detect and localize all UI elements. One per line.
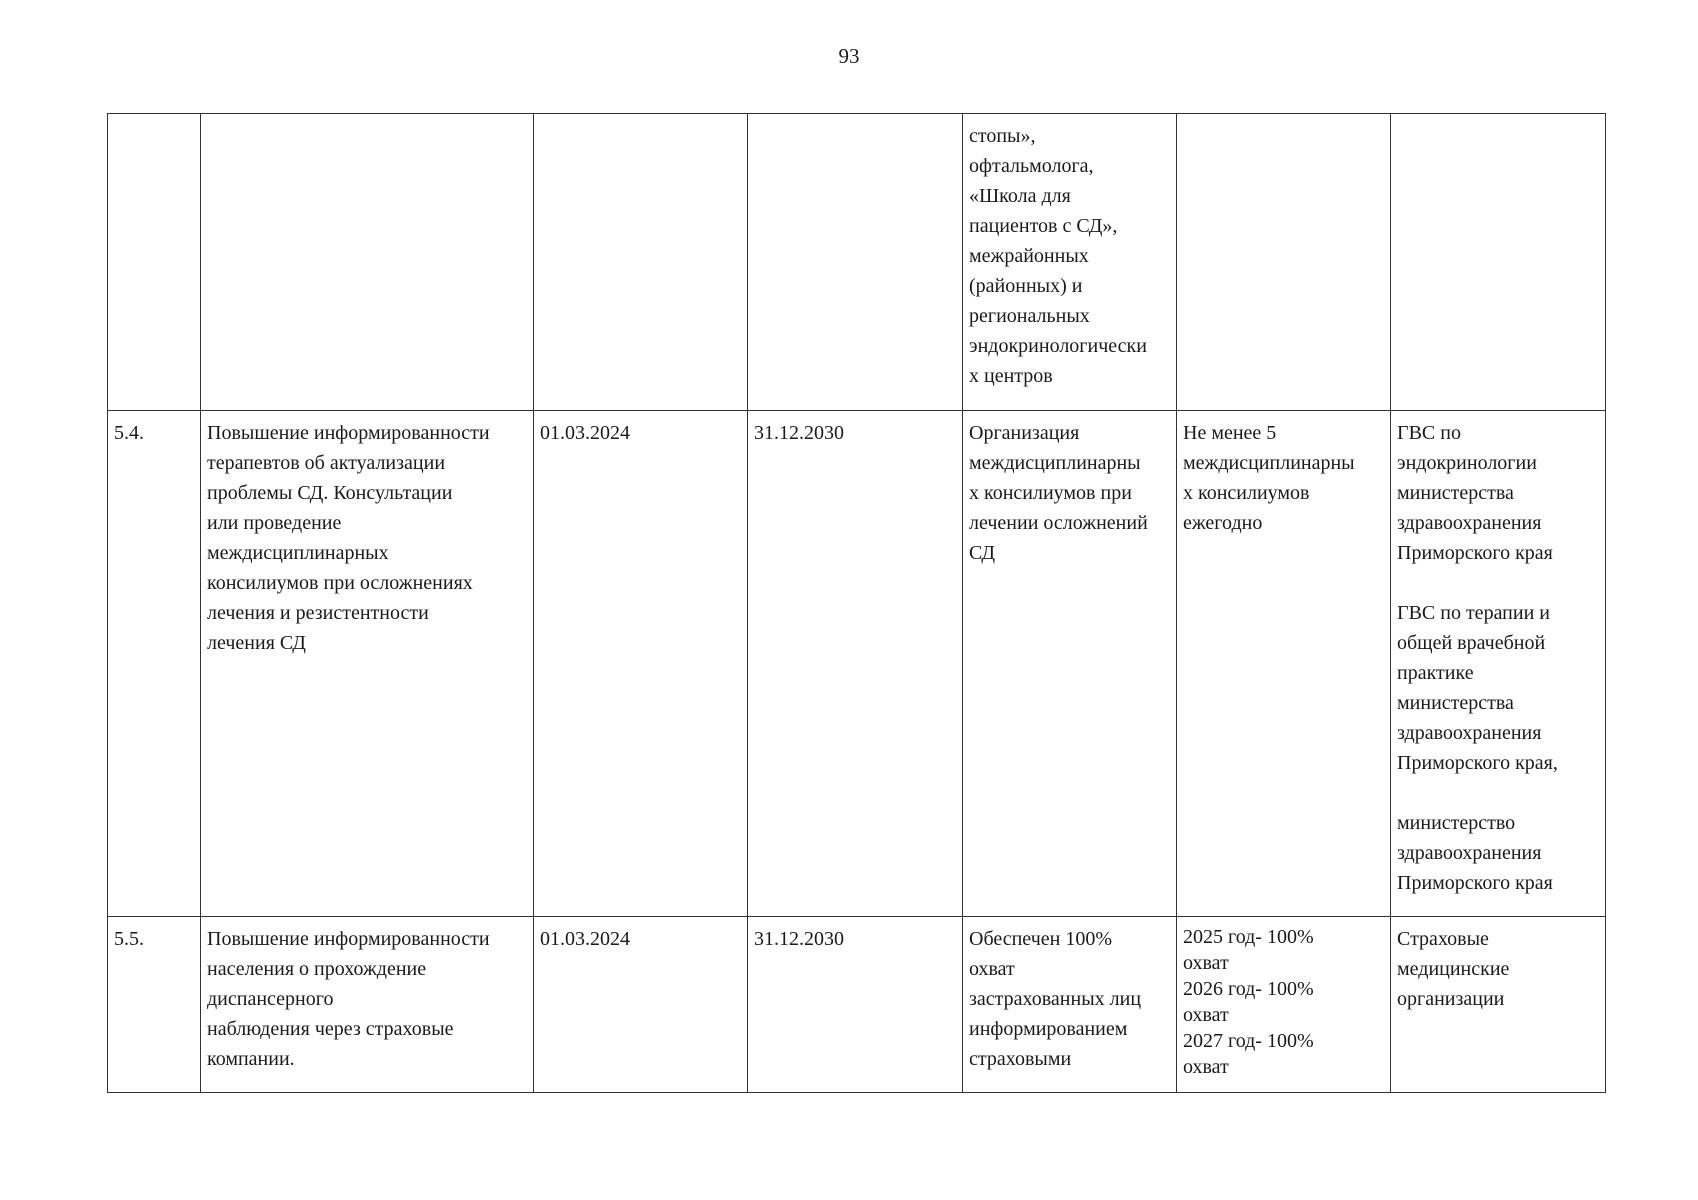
text-line: министерства	[1397, 692, 1514, 714]
cell-result	[963, 917, 1177, 1093]
text-line: информированием	[969, 1018, 1128, 1040]
table-row	[108, 114, 1606, 411]
text-line: здравоохранения	[1397, 512, 1542, 534]
cell-end-date	[748, 411, 963, 917]
text-line: медицинские	[1397, 958, 1510, 980]
end-date: 31.12.2030	[754, 928, 844, 950]
cell-indicator	[1177, 411, 1391, 917]
table-row	[108, 411, 1606, 917]
text-line: лечения СД	[207, 632, 306, 654]
cell-responsible	[1391, 411, 1606, 917]
plan-table	[107, 113, 1606, 1093]
end-date: 31.12.2030	[754, 422, 844, 444]
text-line: 2027 год- 100%	[1183, 1030, 1314, 1052]
cell-end-date	[748, 917, 963, 1093]
text-line: организации	[1397, 988, 1505, 1010]
text-line: охват	[1183, 952, 1229, 974]
paragraph-gap	[1397, 778, 1601, 808]
text-line: междисциплинарны	[1183, 452, 1355, 474]
text-line: лечении осложнений	[969, 512, 1148, 534]
text-line: 2026 год- 100%	[1183, 978, 1314, 1000]
text-line: министерства	[1397, 482, 1514, 504]
text-line: стопы»,	[969, 125, 1036, 147]
text-line: Приморского края,	[1397, 752, 1558, 774]
text-line: Приморского края	[1397, 872, 1553, 894]
text-line: населения о прохождение	[207, 958, 427, 980]
cell-number	[108, 917, 201, 1093]
text-line: здравоохранения	[1397, 842, 1542, 864]
text-line: пациентов с СД»,	[969, 215, 1118, 237]
cell-start-date	[534, 917, 748, 1093]
text-line: (районных) и	[969, 275, 1083, 297]
paragraph-gap	[1397, 568, 1601, 598]
page-number: 93	[838, 44, 860, 68]
text-line: эндокринологии	[1397, 452, 1537, 474]
text-line: региональных	[969, 305, 1090, 327]
cell-responsible	[1391, 917, 1606, 1093]
text-line: страховыми	[969, 1048, 1072, 1070]
start-date: 01.03.2024	[540, 422, 630, 444]
text-line: терапевтов об актуализации	[207, 452, 446, 474]
text-line: проблемы СД. Консультации	[207, 482, 453, 504]
text-line: консилиумов при осложнениях	[207, 572, 473, 594]
cell-indicator	[1177, 917, 1391, 1093]
text-line: охват	[1183, 1004, 1229, 1026]
text-line: х центров	[969, 365, 1053, 387]
cell-number	[108, 411, 201, 917]
cell-indicator	[1177, 114, 1391, 411]
text-line: Повышение информированности	[207, 928, 490, 950]
text-line: или проведение	[207, 512, 342, 534]
text-line: министерство	[1397, 812, 1516, 834]
text-line: охват	[1183, 1056, 1229, 1078]
cell-event	[201, 114, 534, 411]
text-line: «Школа для	[969, 185, 1071, 207]
text-line: эндокринологически	[969, 335, 1147, 357]
text-line: практике	[1397, 662, 1474, 684]
cell-end-date	[748, 114, 963, 411]
text-line: Обеспечен 100%	[969, 928, 1112, 950]
text-line: междисциплинарны	[969, 452, 1141, 474]
cell-responsible	[1391, 114, 1606, 411]
text-line: 2025 год- 100%	[1183, 926, 1314, 948]
text-line: междисциплинарных	[207, 542, 389, 564]
text-line: диспансерного	[207, 988, 334, 1010]
row-number: 5.5.	[114, 928, 144, 950]
cell-result	[963, 411, 1177, 917]
text-line: межрайонных	[969, 245, 1089, 267]
cell-start-date	[534, 411, 748, 917]
text-line: ежегодно	[1183, 512, 1263, 534]
text-line: наблюдения через страховые	[207, 1018, 454, 1040]
cell-event	[201, 411, 534, 917]
cell-result	[963, 114, 1177, 411]
text-line: СД	[969, 542, 995, 564]
text-line: ГВС по терапии и	[1397, 602, 1550, 624]
table-row	[108, 917, 1606, 1093]
text-line: офтальмолога,	[969, 155, 1094, 177]
text-line: х консилиумов при	[969, 482, 1132, 504]
text-line: лечения и резистентности	[207, 602, 429, 624]
text-line: застрахованных лиц	[969, 988, 1142, 1010]
text-line: общей врачебной	[1397, 632, 1546, 654]
start-date: 01.03.2024	[540, 928, 630, 950]
cell-number	[108, 114, 201, 411]
text-line: Не менее 5	[1183, 422, 1277, 444]
text-line: компании.	[207, 1048, 295, 1070]
text-line: охват	[969, 958, 1015, 980]
text-line: здравоохранения	[1397, 722, 1542, 744]
text-line: Страховые	[1397, 928, 1489, 950]
text-line: Организация	[969, 422, 1080, 444]
cell-start-date	[534, 114, 748, 411]
text-line: ГВС по	[1397, 422, 1461, 444]
text-line: Приморского края	[1397, 542, 1553, 564]
row-number: 5.4.	[114, 422, 144, 444]
text-line: х консилиумов	[1183, 482, 1310, 504]
cell-event	[201, 917, 534, 1093]
text-line: Повышение информированности	[207, 422, 490, 444]
